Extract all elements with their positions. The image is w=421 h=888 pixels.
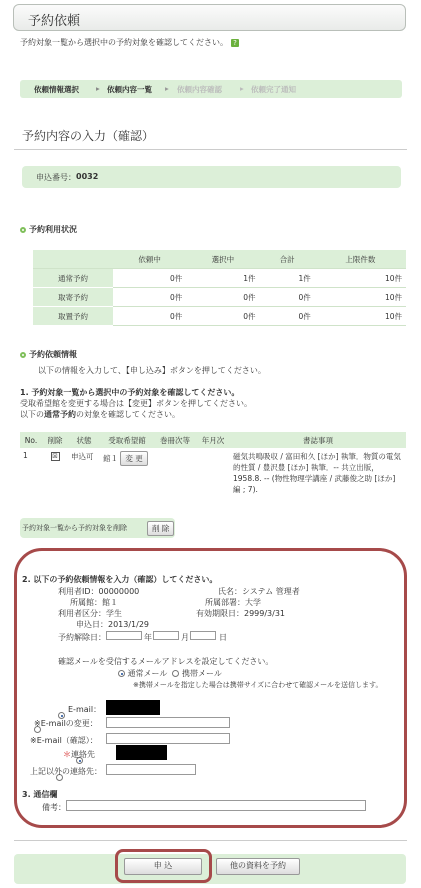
bullet-icon: [20, 227, 26, 233]
reservation-list-table: [20, 432, 406, 498]
step1-line1: 受取希望館を変更する場合は【変更】ボタンを押してください。: [20, 399, 252, 408]
cancel-month-input[interactable]: [153, 631, 179, 640]
step3-title: 3. 通信欄: [22, 790, 58, 799]
radio-mobile-mail[interactable]: [172, 670, 179, 677]
table-header-row: No. 削除 状態 受取希望館 巻冊次等 年月次 書誌事項: [20, 432, 406, 448]
intro-text: 予約対象一覧から選択中の予約対象を確認してください。 ?: [20, 37, 239, 48]
remove-bar: 予約対象一覧から予約対象を削除 削 除: [20, 518, 175, 538]
step-arrow-icon: ▸: [96, 84, 100, 93]
table-row: 取置予約 0件 0件 0件 10件: [33, 307, 406, 326]
step2-title: 2. 以下の予約依頼情報を入力（確認）してください。: [22, 575, 218, 584]
bullet-icon: [20, 352, 26, 358]
email-confirm-input[interactable]: [106, 733, 230, 744]
redacted-contact: [116, 745, 167, 760]
bibliographic-info: 磁気共鳴吸収 / 富田和久 [ほか] 執筆．物質の電気的性質 / 豊沢豊 [ほか] 執筆．-- 共立出版，1958.8. -- (物性物理学講座 / 武藤俊之助 [ほか] 編 ; 7).: [233, 452, 401, 494]
reserve-other-button[interactable]: 他の資料を予約: [216, 858, 300, 875]
table-header-row: [33, 250, 406, 269]
cancel-day-input[interactable]: [190, 631, 216, 640]
step-arrow-icon: ▸: [165, 84, 169, 93]
step-3: 依頼内容確認: [177, 85, 222, 94]
page-header: [13, 4, 406, 31]
cancel-year-input[interactable]: [106, 631, 142, 640]
usage-title: 予約利用状況: [20, 224, 77, 235]
row-label: 取寄予約: [33, 288, 113, 307]
table-row: 1 ☒ 申込可 館１ 変 更 磁気共鳴吸収 / 富田和久 [ほか] 執筆．物質の電気的性質 / 豊沢豊 [ほか] 執筆．-- 共立出版，1958.8. -- (物性物理学講座 / 武藤俊之助 [ほか] 編 ; 7).: [20, 448, 406, 498]
email-change-input[interactable]: [106, 717, 230, 728]
radio-normal-mail[interactable]: [118, 670, 125, 677]
application-number: 0032: [76, 172, 99, 181]
col-header: 上限件数: [315, 250, 406, 269]
request-info-title: 予約依頼情報: [20, 349, 77, 360]
application-number-box: [22, 166, 401, 188]
step1-line2: 以下の通常予約の対象を確認してください。: [20, 410, 180, 419]
col-header: 選択中: [186, 250, 259, 269]
delete-checkbox[interactable]: ☒: [52, 453, 58, 460]
submit-button[interactable]: 申 込: [124, 858, 202, 875]
remarks-input[interactable]: [66, 800, 366, 811]
mail-desc: 確認メールを受信するメールアドレスを設定してください。: [58, 657, 274, 666]
usage-table: [33, 250, 406, 326]
step-4: 依頼完了通知: [251, 85, 296, 94]
change-button[interactable]: 変 更: [120, 451, 147, 466]
step-1: 依頼情報選択: [34, 85, 79, 94]
step-arrow-icon: ▸: [240, 84, 244, 93]
cancel-date-label: 予約解除日：: [58, 633, 106, 642]
divider: [14, 149, 407, 150]
col-header: 合計: [260, 250, 315, 269]
row-label: 通常予約: [33, 269, 113, 288]
table-row: 取寄予約 0件 0件 0件 10件: [33, 288, 406, 307]
application-number-label: 申込番号：: [36, 173, 76, 182]
col-header: 依頼中: [113, 250, 186, 269]
page-title: 予約依頼: [28, 14, 81, 29]
section-title: 予約内容の入力（確認）: [22, 129, 155, 143]
help-icon[interactable]: ?: [231, 39, 239, 47]
step-indicator: [20, 80, 402, 98]
step-2: 依頼内容一覧: [107, 85, 152, 94]
other-contact-input[interactable]: [106, 764, 196, 775]
table-row: 通常予約 0件 1件 1件 10件: [33, 269, 406, 288]
remove-button[interactable]: 削 除: [147, 521, 174, 536]
step1-title: 1. 予約対象一覧から選択中の予約対象を確認してください。: [20, 388, 240, 397]
row-label: 取置予約: [33, 307, 113, 326]
request-info-desc: 以下の情報を入力して、【申し込み】ボタンを押してください。: [38, 366, 266, 375]
mail-note: ※携帯メールを指定した場合は携帯サイズに合わせて確認メールを送信します。: [133, 681, 383, 689]
redacted-email: [106, 700, 160, 715]
divider: [14, 840, 407, 841]
